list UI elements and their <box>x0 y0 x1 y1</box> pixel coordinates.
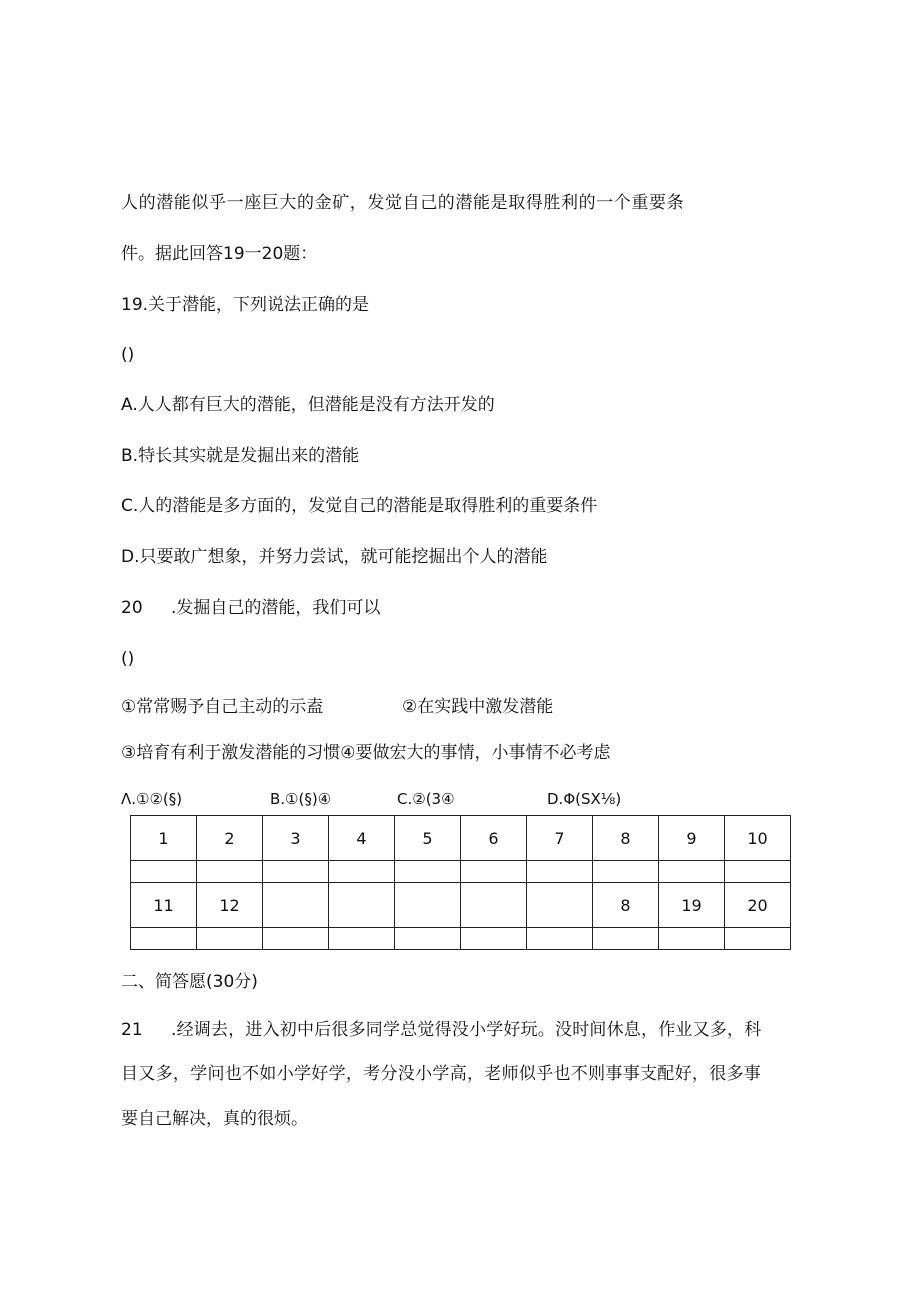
answer-table-cell: 6 <box>461 816 527 861</box>
question-20-choice-b: B.①(§)④ <box>270 790 332 808</box>
answer-blank-cell <box>263 928 329 950</box>
answer-blank-cell <box>395 861 461 883</box>
answer-blank-cell <box>131 928 197 950</box>
answer-blank-cell <box>725 861 791 883</box>
answer-table-cell: 3 <box>263 816 329 861</box>
answer-blank-cell <box>527 928 593 950</box>
answer-blank-cell <box>197 861 263 883</box>
answer-table-cell: 1 <box>131 816 197 861</box>
question-19-answer-paren: () <box>121 345 135 365</box>
question-20-choice-c: C.②(3④ <box>397 790 455 808</box>
question-20-item-1: ①常常赐予自己主动的示盍 <box>121 697 324 717</box>
question-20-choice-d: D.Φ(SX⅛) <box>547 790 622 808</box>
answer-table-cell: 19 <box>659 883 725 928</box>
answer-table-cell: 7 <box>527 816 593 861</box>
answer-blank-cell <box>395 928 461 950</box>
intro-line-2: 件。据此回答19一20题： <box>121 244 318 264</box>
answer-blank-cell <box>725 928 791 950</box>
answer-blank-cell <box>461 861 527 883</box>
answer-blank-cell <box>593 861 659 883</box>
question-19-option-a: A.人人都有巨大的潜能，但潜能是没有方法开发的 <box>121 395 495 415</box>
answer-table-answer-row <box>131 861 791 883</box>
answer-table-cell: 5 <box>395 816 461 861</box>
answer-blank-cell <box>131 861 197 883</box>
question-21-line-3: 要自己解决，真的很烦。 <box>121 1109 308 1129</box>
question-20-answer-paren: () <box>121 649 135 669</box>
question-19-stem: 19.关于潜能，下列说法正确的是 <box>121 295 370 315</box>
answer-blank-cell <box>527 861 593 883</box>
answer-blank-cell <box>461 928 527 950</box>
question-20-item-2: ②在实践中激发潜能 <box>402 697 554 717</box>
intro-line-1: 人的潜能似乎一座巨大的金矿，发觉自己的潜能是取得胜利的一个重要条 <box>121 193 685 213</box>
question-19-option-b: B.特长其实就是发掘出来的潜能 <box>121 446 360 466</box>
answer-table-number-row <box>131 816 791 861</box>
answer-table-cell: 11 <box>131 883 197 928</box>
answer-table-answer-row <box>131 928 791 950</box>
answer-table-cell: 20 <box>725 883 791 928</box>
answer-blank-cell <box>329 928 395 950</box>
question-20-items-3-4: ③培育有利于激发潜能的习惯④要做宏大的事情，小事情不必考虑 <box>121 743 611 763</box>
answer-table-cell <box>461 883 527 928</box>
question-20-choice-a: Λ.①②(§) <box>121 790 183 808</box>
question-21-line-2: 目又多，学问也不如小学好学，考分没小学高，老师似乎也不则事事支配好，很多事 <box>121 1064 762 1084</box>
answer-blank-cell <box>263 861 329 883</box>
question-20-number: 20 <box>121 598 143 618</box>
question-21-line-1: .经调去，进入初中后很多同学总觉得没小学好玩。没时间休息，作业又多，科 <box>171 1020 762 1040</box>
answer-table-cell: 9 <box>659 816 725 861</box>
answer-table-number-row <box>131 883 791 928</box>
question-21-number: 21 <box>121 1020 143 1040</box>
answer-table <box>130 815 791 950</box>
answer-blank-cell <box>593 928 659 950</box>
answer-blank-cell <box>197 928 263 950</box>
answer-table-cell: 8 <box>593 883 659 928</box>
answer-blank-cell <box>659 928 725 950</box>
answer-blank-cell <box>329 861 395 883</box>
question-20-stem: .发掘自己的潜能，我们可以 <box>171 598 381 618</box>
answer-blank-cell <box>659 861 725 883</box>
answer-table-cell: 4 <box>329 816 395 861</box>
answer-table-cell <box>329 883 395 928</box>
question-19-option-c: C.人的潜能是多方面的，发觉自己的潜能是取得胜利的重要条件 <box>121 496 598 516</box>
question-19-option-d: D.只要敢广想象，并努力尝试，就可能挖掘出个人的潜能 <box>121 547 548 567</box>
answer-table-cell <box>263 883 329 928</box>
answer-table-cell: 8 <box>593 816 659 861</box>
answer-table-cell <box>527 883 593 928</box>
answer-table-cell <box>395 883 461 928</box>
answer-table-cell: 12 <box>197 883 263 928</box>
answer-table-cell: 2 <box>197 816 263 861</box>
section-2-heading: 二、简答愿(30分) <box>121 972 258 992</box>
answer-table-cell: 10 <box>725 816 791 861</box>
